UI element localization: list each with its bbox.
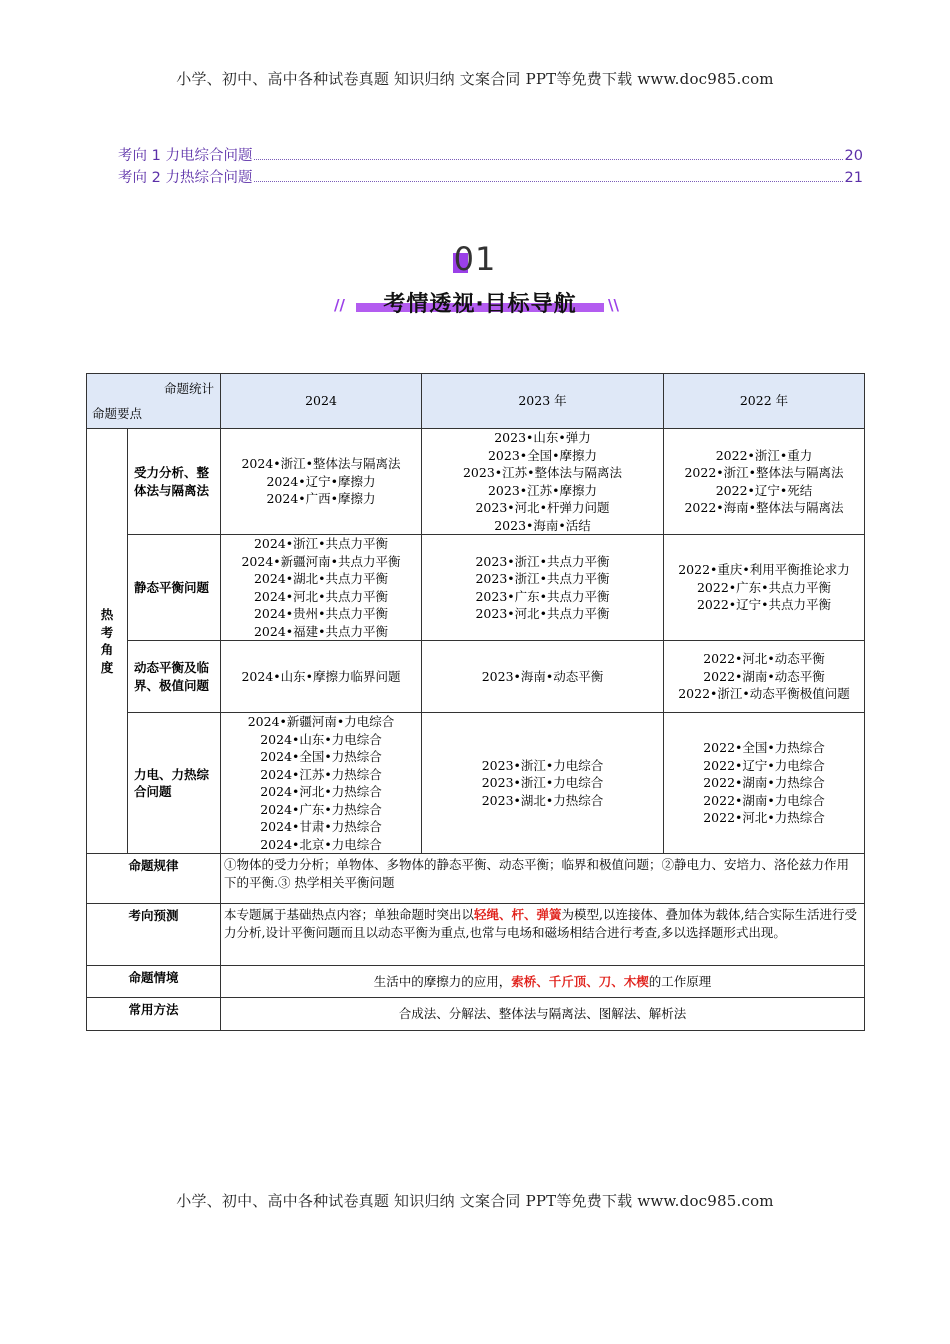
list-item: 2022•河北•动态平衡 <box>703 651 825 667</box>
list-item: 2022•河北•力热综合 <box>703 810 825 826</box>
forecast-highlight: 轻绳、杆、弹簧 <box>474 907 562 922</box>
rule-text: ①物体的受力分析；单物体、多物体的静态平衡、动态平衡；临界和极值问题；②静电力、安培力、洛伦兹力作用下的平衡.③ 热学相关平衡问题 <box>221 854 865 904</box>
toc-entry[interactable] <box>118 144 863 166</box>
list-item: 2023•海南•动态平衡 <box>481 668 604 684</box>
category-cell: 力电、力热综合问题 <box>128 713 221 854</box>
list-item: 2024•河北•力热综合 <box>260 784 382 799</box>
list-item: 2023•山东•弹力 <box>494 430 591 445</box>
list-item: 2022•辽宁•死结 <box>715 482 813 498</box>
group-label-char: 角 <box>100 642 114 657</box>
rule-row <box>87 854 865 904</box>
list-item: 2024•北京•力电综合 <box>260 836 382 852</box>
list-item: 2024•广西•摩擦力 <box>266 491 376 507</box>
table-row <box>87 429 865 535</box>
section-badge <box>0 240 950 320</box>
list-item: 2022•辽宁•共点力平衡 <box>696 597 832 613</box>
list-item: 2024•浙江•整体法与隔离法 <box>241 456 401 472</box>
items-2024 <box>221 429 422 535</box>
toc-entry-page: 20 <box>844 148 863 164</box>
toc-entry-page: 21 <box>844 170 863 186</box>
forecast-label: 考向预测 <box>87 904 221 966</box>
list-item: 2024•甘肃•力热综合 <box>260 819 382 834</box>
method-label: 常用方法 <box>87 998 221 1031</box>
list-item: 2022•海南•整体法与隔离法 <box>684 500 844 515</box>
list-item: 2023•浙江•力电综合 <box>481 775 604 791</box>
list-item: 2022•浙江•动态平衡极值问题 <box>678 686 850 702</box>
list-item: 2022•湖南•力热综合 <box>703 775 825 791</box>
list-item: 2024•山东•摩擦力临界问题 <box>241 668 401 684</box>
group-label-hot-topics <box>87 429 128 854</box>
list-item: 2024•新疆河南•力电综合 <box>247 714 395 729</box>
items-2023 <box>422 535 664 641</box>
items-2022 <box>664 535 865 641</box>
section-title: 考情透视·目标导航 <box>383 292 577 317</box>
list-item: 2022•浙江•整体法与隔离法 <box>684 465 844 480</box>
list-item: 2023•浙江•共点力平衡 <box>475 553 610 569</box>
exam-analysis-table <box>86 373 865 1031</box>
list-item: 2024•福建•共点力平衡 <box>253 623 389 639</box>
list-item: 2023•全国•摩擦力 <box>487 447 598 463</box>
forecast-text-pre: 本专题属于基础热点内容；单独命题时突出以 <box>224 907 475 922</box>
toc-entry-label: 考向 1 力电综合问题 <box>118 148 253 164</box>
list-item: 2023•湖北•力热综合 <box>481 792 604 808</box>
list-item: 2024•浙江•共点力平衡 <box>253 536 389 551</box>
toc-leader-dots <box>254 181 842 182</box>
list-item: 2023•浙江•力电综合 <box>481 757 604 773</box>
list-item: 2023•浙江•共点力平衡 <box>475 571 610 586</box>
forecast-row <box>87 904 865 966</box>
scenario-highlight: 索桥、千斤顶、刀、木楔 <box>511 973 649 989</box>
list-item: 2023•河北•杆弹力问题 <box>475 500 610 515</box>
category-cell: 受力分析、整体法与隔离法 <box>128 429 221 535</box>
method-row <box>87 998 865 1031</box>
items-2024 <box>221 641 422 713</box>
list-item: 2024•湖北•共点力平衡 <box>253 571 389 586</box>
category-cell: 动态平衡及临界、极值问题 <box>128 641 221 713</box>
scenario-label: 命题情境 <box>87 966 221 998</box>
list-item: 2024•全国•力热综合 <box>260 749 382 764</box>
list-item: 2024•新疆河南•共点力平衡 <box>241 553 401 569</box>
corner-label-bottom: 命题要点 <box>92 405 143 421</box>
items-2024 <box>221 535 422 641</box>
list-item: 2023•广东•共点力平衡 <box>475 588 610 604</box>
corner-label-top: 命题统计 <box>163 381 214 396</box>
page-header: 小学、初中、高中各种试卷真题 知识归纳 文案合同 PPT等免费下载 www.doc985.com <box>176 70 774 88</box>
group-label-char: 度 <box>100 659 114 675</box>
toc-entry-label: 考向 2 力热综合问题 <box>118 170 253 186</box>
table-row <box>87 713 865 854</box>
list-item: 2023•河北•共点力平衡 <box>475 606 610 621</box>
year-header-2022: 2022 年 <box>664 374 865 429</box>
forecast-text-post: 为模型,以连接体、叠加体为载体,结合实际生活进行受力分析,设计平衡问题而且以动态平衡为重点,也常与电场和磁场相结合进行考查,多以选择题形式出现。 <box>224 907 857 940</box>
list-item: 2022•广东•共点力平衡 <box>696 579 832 595</box>
list-item: 2022•辽宁•力电综合 <box>703 757 825 773</box>
table-header-row <box>87 374 865 429</box>
list-item: 2024•广东•力热综合 <box>260 801 382 817</box>
list-item: 2024•贵州•共点力平衡 <box>253 606 389 621</box>
list-item: 2024•山东•力电综合 <box>260 731 382 747</box>
header-corner-cell <box>87 374 221 429</box>
table-of-contents <box>118 144 863 188</box>
group-label-char: 热 <box>100 607 114 622</box>
method-text: 合成法、分解法、整体法与隔离法、图解法、解析法 <box>221 998 865 1031</box>
table-row <box>87 641 865 713</box>
rule-label: 命题规律 <box>87 854 221 904</box>
scenario-row <box>87 966 865 998</box>
items-2023 <box>422 429 664 535</box>
scenario-text <box>221 966 865 998</box>
section-title-bar <box>356 287 604 317</box>
slash-decoration-right: \\ <box>608 296 619 314</box>
list-item: 2023•江苏•摩擦力 <box>487 482 598 498</box>
list-item: 2023•海南•活结 <box>494 517 591 533</box>
forecast-text <box>221 904 865 966</box>
toc-entry[interactable] <box>118 166 863 188</box>
items-2023 <box>422 713 664 854</box>
items-2022 <box>664 429 865 535</box>
list-item: 2022•重庆•利用平衡推论求力 <box>678 562 850 578</box>
list-item: 2022•湖南•力电综合 <box>703 792 825 808</box>
group-label-char: 考 <box>100 624 114 640</box>
category-cell: 静态平衡问题 <box>128 535 221 641</box>
list-item: 2023•江苏•整体法与隔离法 <box>462 465 623 480</box>
list-item: 2024•河北•共点力平衡 <box>253 588 389 604</box>
page-footer: 小学、初中、高中各种试卷真题 知识归纳 文案合同 PPT等免费下载 www.doc985.com <box>176 1192 774 1210</box>
list-item: 2022•浙江•重力 <box>715 447 813 463</box>
list-item: 2024•江苏•力热综合 <box>260 766 382 782</box>
toc-leader-dots <box>254 159 842 160</box>
list-item: 2024•辽宁•摩擦力 <box>266 473 376 489</box>
year-header-2023: 2023 年 <box>422 374 664 429</box>
items-2023 <box>422 641 664 713</box>
slash-decoration-left: // <box>334 296 345 314</box>
items-2022 <box>664 713 865 854</box>
scenario-text-post: 的工作原理 <box>648 973 712 989</box>
section-number: 01 <box>453 240 497 278</box>
list-item: 2022•全国•力热综合 <box>703 740 825 756</box>
scenario-text-pre: 生活中的摩擦力的应用， <box>373 973 512 989</box>
items-2024 <box>221 713 422 854</box>
list-item: 2022•湖南•动态平衡 <box>703 668 825 684</box>
table-row <box>87 535 865 641</box>
items-2022 <box>664 641 865 713</box>
year-header-2024: 2024 <box>221 374 422 429</box>
